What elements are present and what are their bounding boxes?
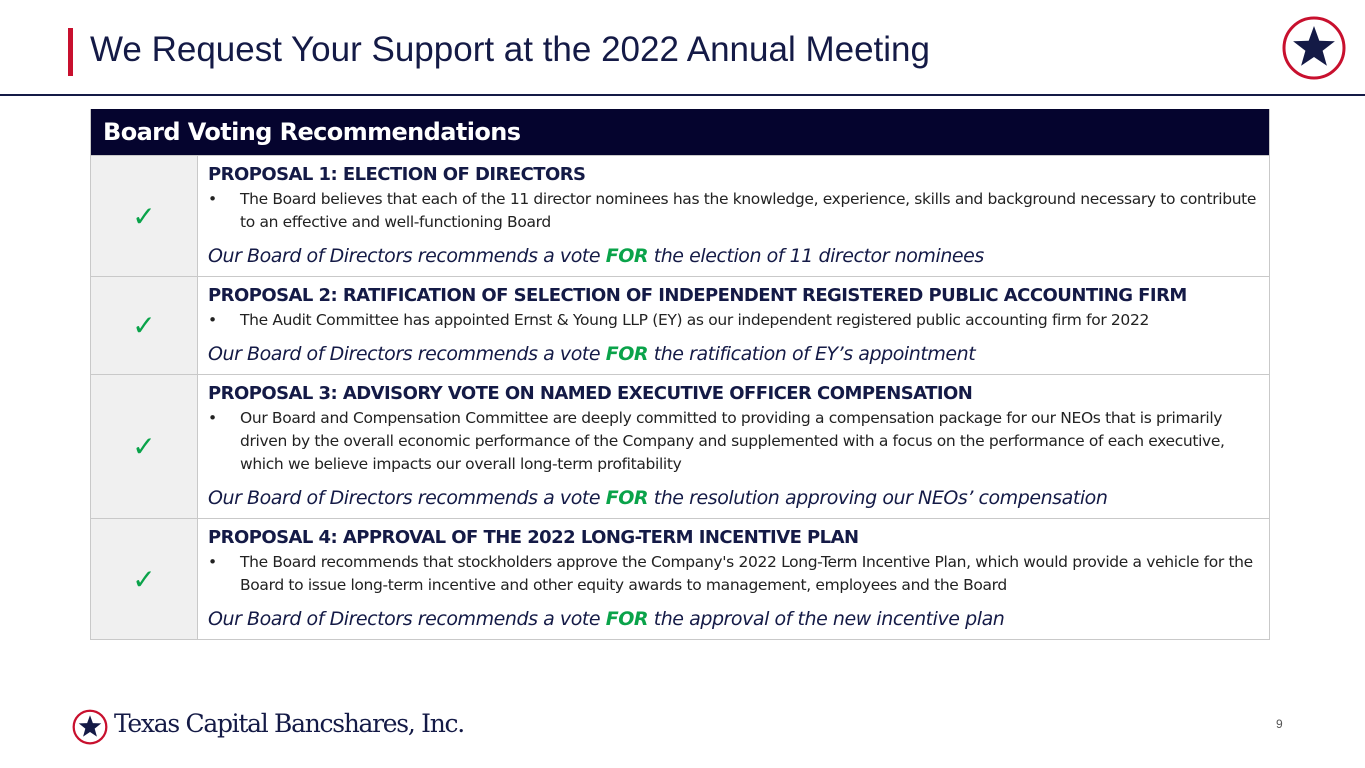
- proposal-row: [91, 276, 1269, 374]
- voting-recommendations-table: [90, 109, 1270, 640]
- recommendation-prefix: Our Board of Directors recommends a vote: [208, 343, 601, 365]
- company-name: Texas Capital Bancshares, Inc.: [114, 709, 464, 738]
- proposal-title: PROPOSAL 3: ADVISORY VOTE ON NAMED EXECUTIVE OFFICER COMPENSATION: [208, 383, 973, 404]
- proposal-row: [91, 374, 1269, 518]
- checkmark-icon: ✓: [91, 156, 198, 276]
- bullet-icon: •: [208, 553, 217, 571]
- proposal-bullet: [208, 309, 1257, 332]
- proposal-content: [198, 519, 1269, 639]
- proposal-content: [198, 156, 1269, 276]
- recommendation-suffix: the resolution approving our NEOs’ compensation: [653, 487, 1108, 509]
- proposal-title: PROPOSAL 2: RATIFICATION OF SELECTION OF INDEPENDENT REGISTERED PUBLIC ACCOUNTING FIRM: [208, 285, 1187, 306]
- recommendation: [208, 340, 1257, 368]
- bullet-text: The Board recommends that stockholders approve the Company's 2022 Long-Term Incentive Plan, which would provide a vehicle for the Board to issue long-term incentive and other equity awards to management, employees and the Board: [240, 553, 1253, 594]
- recommendation-prefix: Our Board of Directors recommends a vote: [208, 245, 601, 267]
- bullet-text: Our Board and Compensation Committee are deeply committed to providing a compensation package for our NEOs that is primarily driven by the overall economic performance of the Company and supplemented with a focus on the performance of each executive, which we believe impacts our overall long-term profitability: [240, 409, 1225, 473]
- recommendation-suffix: the election of 11 director nominees: [653, 245, 984, 267]
- checkmark-icon: ✓: [91, 277, 198, 374]
- proposal-content: [198, 375, 1269, 518]
- bullet-text: The Audit Committee has appointed Ernst & Young LLP (EY) as our independent registered public accounting firm for 2022: [240, 311, 1149, 329]
- proposal-row: [91, 518, 1269, 639]
- title-accent-bar: [68, 28, 73, 76]
- bullet-icon: •: [208, 190, 217, 208]
- recommendation-suffix: the ratification of EY’s appointment: [653, 343, 976, 365]
- recommendation: [208, 484, 1257, 512]
- recommendation: [208, 605, 1257, 633]
- proposal-content: [198, 277, 1269, 374]
- proposal-title: PROPOSAL 1: ELECTION OF DIRECTORS: [208, 164, 586, 185]
- vote-for-label: FOR: [605, 245, 649, 267]
- table-header: Board Voting Recommendations: [91, 109, 1269, 155]
- page-number: 9: [1276, 717, 1283, 731]
- proposal-bullet: [208, 407, 1257, 476]
- checkmark-icon: ✓: [91, 375, 198, 518]
- star-logo-icon: [72, 709, 108, 745]
- checkmark-icon: ✓: [91, 519, 198, 639]
- recommendation-prefix: Our Board of Directors recommends a vote: [208, 487, 601, 509]
- proposal-row: [91, 155, 1269, 276]
- recommendation-suffix: the approval of the new incentive plan: [653, 608, 1005, 630]
- star-badge-icon: [1282, 16, 1346, 80]
- page-title: We Request Your Support at the 2022 Annual Meeting: [90, 30, 930, 69]
- recommendation: [208, 242, 1257, 270]
- header-divider: [0, 94, 1365, 96]
- vote-for-label: FOR: [605, 608, 649, 630]
- proposal-title: PROPOSAL 4: APPROVAL OF THE 2022 LONG-TERM INCENTIVE PLAN: [208, 527, 859, 548]
- bullet-text: The Board believes that each of the 11 director nominees has the knowledge, experience, skills and background necessary to contribute to an effective and well-functioning Board: [240, 190, 1257, 231]
- recommendation-prefix: Our Board of Directors recommends a vote: [208, 608, 601, 630]
- proposal-bullet: [208, 551, 1257, 597]
- vote-for-label: FOR: [605, 487, 649, 509]
- bullet-icon: •: [208, 409, 217, 427]
- bullet-icon: •: [208, 311, 217, 329]
- proposal-bullet: [208, 188, 1257, 234]
- vote-for-label: FOR: [605, 343, 649, 365]
